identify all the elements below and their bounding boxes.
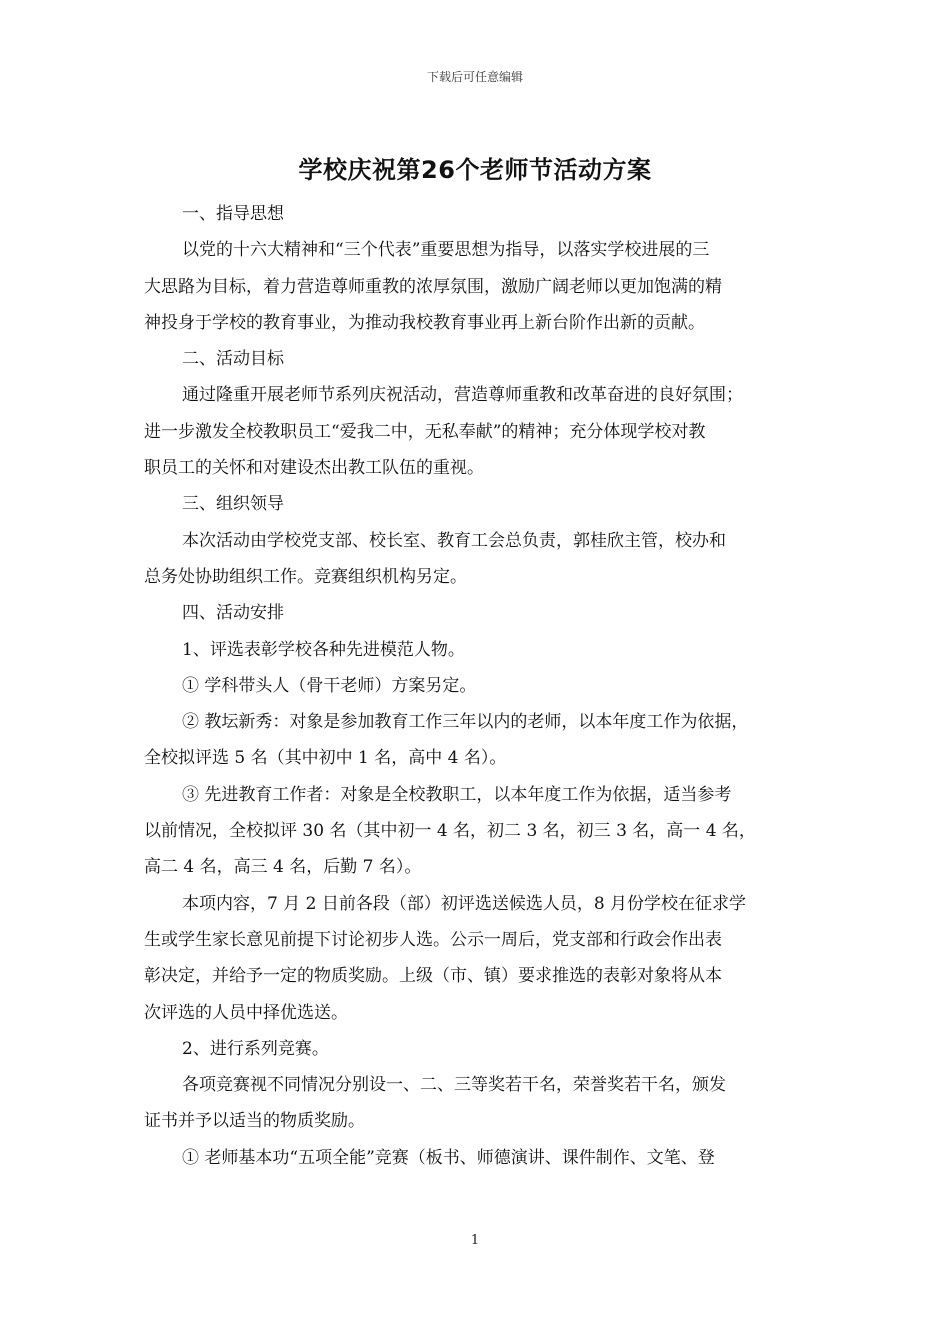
document-title: 学校庆祝第26个老师节活动方案 <box>298 156 652 184</box>
document-body <box>144 196 808 1176</box>
text-line: 三、组织领导 <box>182 494 284 515</box>
text-line: 全校拟评选 5 名（其中初中 1 名，高中 4 名）。 <box>144 748 507 769</box>
text-line: 本项内容，7 月 2 日前各段（部）初评选送候选人员，8 月份学校在征求学 <box>182 893 747 914</box>
text-line: 高二 4 名，高三 4 名，后勤 7 名）。 <box>144 857 422 878</box>
text-line: 彰决定，并给予一定的物质奖励。上级（市、镇）要求推选的表彰对象将从本 <box>144 966 722 987</box>
text-line: 各项竞赛视不同情况分别设一、二、三等奖若干名，荣誉奖若干名，颁发 <box>182 1075 726 1096</box>
text-line: 进一步激发全校教职员工“爱我二中，无私奉献”的精神；充分体现学校对教 <box>144 421 706 442</box>
text-line: 神投身于学校的教育事业，为推动我校教育事业再上新台阶作出新的贡献。 <box>144 312 705 333</box>
text-line: 总务处协助组织工作。竞赛组织机构另定。 <box>144 566 467 587</box>
text-line: 四、活动安排 <box>182 603 284 624</box>
text-line: 大思路为目标，着力营造尊师重教的浓厚氛围，激励广阔老师以更加饱满的精 <box>144 276 722 297</box>
header-note: 下载后可任意编辑 <box>426 70 523 84</box>
text-line: ② 教坛新秀：对象是参加教育工作三年以内的老师，以本年度工作为依据， <box>182 712 749 733</box>
text-line: 以前情况，全校拟评 30 名（其中初一 4 名，初二 3 名，初三 3 名，高一 4 名， <box>144 821 756 842</box>
page-number: 1 <box>470 1233 480 1248</box>
text-line: ① 老师基本功“五项全能”竞赛（板书、师德演讲、课件制作、文笔、登 <box>182 1147 715 1168</box>
text-line: 二、活动目标 <box>182 349 284 370</box>
text-line: 次评选的人员中择优选送。 <box>144 1002 348 1023</box>
text-line: 通过隆重开展老师节系列庆祝活动，营造尊师重教和改革奋进的良好氛围； <box>182 385 743 406</box>
text-line: ① 学科带头人（骨干老师）方案另定。 <box>182 675 477 696</box>
text-line: 证书并予以适当的物质奖励。 <box>144 1111 365 1132</box>
text-line: ③ 先进教育工作者：对象是全校教职工，以本年度工作为依据，适当参考 <box>182 784 732 805</box>
text-line: 1、评选表彰学校各种先进模范人物。 <box>182 639 465 660</box>
text-line: 以党的十六大精神和“三个代表”重要思想为指导，以落实学校进展的三 <box>182 240 710 261</box>
text-line: 生或学生家长意见前提下讨论初步人选。公示一周后，党支部和行政会作出表 <box>144 929 722 950</box>
text-line: 本次活动由学校党支部、校长室、教育工会总负责，郭桂欣主管，校办和 <box>182 530 726 551</box>
text-line: 2、进行系列竞赛。 <box>182 1038 329 1059</box>
text-line: 一、指导思想 <box>182 204 284 224</box>
text-line: 职员工的关怀和对建设杰出教工队伍的重视。 <box>144 458 484 479</box>
